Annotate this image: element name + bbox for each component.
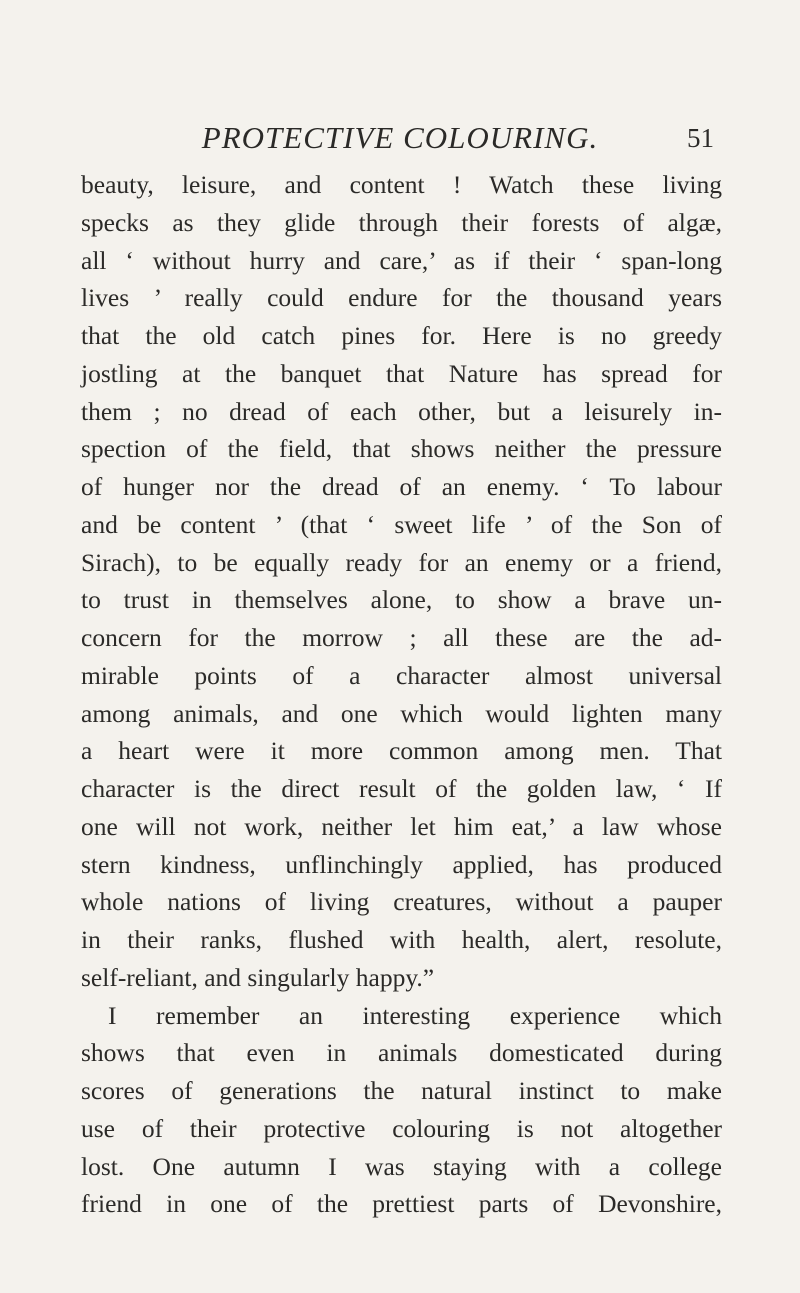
text-line: that the old catch pines for. Here is no greedy <box>81 321 722 350</box>
text-line: friend in one of the prettiest parts of Devonshire, <box>81 1189 722 1219</box>
text-line: them ; no dread of each other, but a leisurely in- <box>81 396 722 426</box>
paragraph-start-line: I remember an interesting experience which <box>108 1000 722 1030</box>
text-line: Sirach), to be equally ready for an enemy or a friend, <box>81 547 722 577</box>
text-line: jostling at the banquet that Nature has spread for <box>81 358 722 388</box>
text-line: use of their protective colouring is not altogether <box>81 1113 722 1143</box>
text-line: specks as they glide through their forests of algæ, <box>81 207 722 237</box>
text-line: and be content ’ (that ‘ sweet life ’ of the Son of <box>81 509 722 539</box>
running-title: PROTECTIVE COLOURING. <box>201 120 599 155</box>
text-line: concern for the morrow ; all these are the ad- <box>81 623 722 652</box>
text-line: shows that even in animals domesticated during <box>81 1038 722 1068</box>
text-line: lives ’ really could endure for the thousand years <box>81 283 722 313</box>
text-line: to trust in themselves alone, to show a brave un- <box>81 585 722 615</box>
text-line: a heart were it more common among men. That <box>81 736 722 766</box>
text-line: scores of generations the natural instinct to make <box>81 1076 722 1105</box>
body-text <box>81 166 722 1223</box>
text-line: in their ranks, flushed with health, alert, resolute, <box>81 925 722 954</box>
running-header <box>0 118 800 158</box>
text-line: all ‘ without hurry and care,’ as if their ‘ span-long <box>81 245 722 275</box>
text-line: stern kindness, unflinchingly applied, has produced <box>81 849 722 879</box>
text-line: among animals, and one which would lighten many <box>81 698 722 728</box>
text-line: one will not work, neither let him eat,’ a law whose <box>81 811 722 841</box>
text-line: mirable points of a character almost universal <box>81 660 722 690</box>
text-line: character is the direct result of the golden law, ‘ If <box>81 774 722 803</box>
paragraph-end-line: self-reliant, and singularly happy.” <box>81 962 435 992</box>
text-line: whole nations of living creatures, without a pauper <box>81 887 722 917</box>
text-line: beauty, leisure, and content ! Watch these living <box>81 170 722 199</box>
text-line: of hunger nor the dread of an enemy. ‘ To labour <box>81 472 722 501</box>
text-line: lost. One autumn I was staying with a college <box>81 1151 722 1181</box>
text-line: spection of the field, that shows neither the pressure <box>81 434 722 464</box>
page-number: 51 <box>687 123 714 153</box>
